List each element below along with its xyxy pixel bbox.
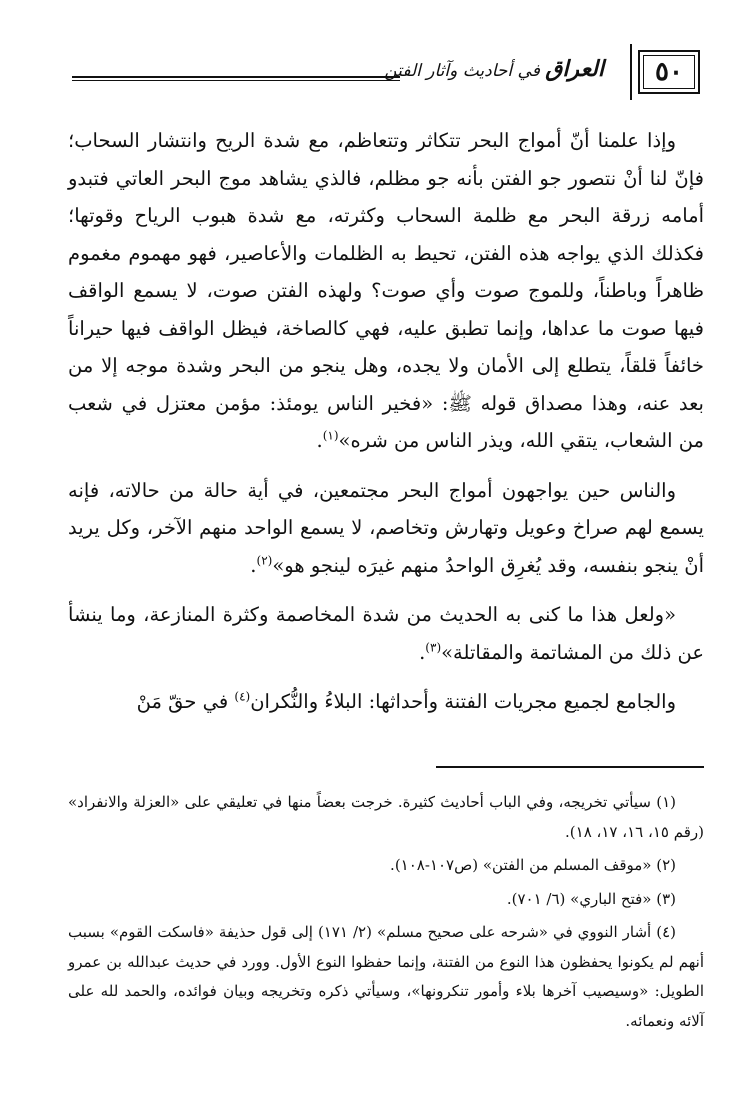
footnote-ref: (٤) [234, 689, 251, 704]
paragraph: والجامع لجميع مجريات الفتنة وأحداثها: البلاءُ والنُّكران$^{(٤)}$ في حقّ مَنْ [136, 689, 676, 713]
paragraph: «ولعل هذا ما كنى به الحديث من شدة المخاصمة وكثرة المنازعة، وما ينشأ عن ذلك من المشاتمة والمقاتلة»$^{(٣)}$. [68, 603, 704, 664]
footnote: (١) سيأتي تخريجه، وفي الباب أحاديث كثيرة. خرجت بعضاً منها في تعليقي على «العزلة والانفراد» (رقم ١٥، ١٦، ١٧، ١٨). [68, 793, 704, 841]
footnote-ref: (١) [322, 428, 339, 443]
footnote-ref: (٢) [256, 553, 273, 567]
main-text [68, 122, 704, 721]
header-rule-thin [72, 80, 400, 81]
footnotes [68, 788, 704, 1040]
header-rule [72, 76, 400, 78]
paragraph: والناس حين يواجهون أمواج البحر مجتمعين، في أية حالة من حالاته، فإنه يسمع لهم صراخ وعويل وتهارش وتخاصم، لا يسمع الواحد منهم الآخر، وكل يريد أنْ ينجو بنفسه، وقد يُغرِق الواحدُ منهم غيرَه لينجو هو»$^{(٢)}$. [68, 478, 704, 577]
running-title-main: العراق [545, 56, 604, 82]
footnote-separator [436, 766, 704, 768]
footnote-ref: (٣) [425, 640, 442, 654]
paragraph: وإذا علمنا أنّ أمواج البحر تتكاثر وتتعاظم، مع شدة الريح وانتشار السحاب؛ فإنّ لنا أنْ نتصور جو الفتن بأنه جو مظلم، فالذي يشاهد موج البحر العاتي فتبدو أمامه زرقة البحر مع ظلمة السحاب وكثرته، مع شدة هبوب الرياح وقوتها؛ فكذلك الذي يواجه هذه الفتن، تحيط به الظلمات والأعاصير، فهو مهموم مغموم ظاهراً وباطناً، وللموج صوت وأي صوت؟ ولهذه الفتن صوت، لا يسمع الواقف فيها صوت ما عداها، وإنما تطبق عليه، فهي كالصاخة، فيظل الواقف فيها حيراناً خائفاً قلقاً، يتطلع إلى الأمان ولا يجده، وهل ينجو من البحر وشدة موجه إلا من بعد عنه، وهذا مصداق قوله ﷺ: «فخير الناس يومئذ: مؤمن معتزل في شعب من الشعاب، يتقي الله، ويذر الناس من شره»$^{(١)}$. [68, 129, 704, 452]
footnote: (٣) «فتح الباري» (٦/ ٧٠١). [506, 889, 676, 908]
footnote: (٤) أشار النووي في «شرحه على صحيح مسلم» (٢/ ١٧١) إلى قول حذيفة «فاسكت القوم» بسبب أنهم لم يكونوا يحفظون هذا النوع من الفتنة، وإنما حفظوا النوع الأول. وورد في حديث عبدالله بن عمرو الطويل: «وسيصيب آخرها بلاء وأمور تنكرونها»، وسيأتي ذكره وتخريجه وبيان فوائده، والحمد لله على آلائه ونعمائه. [68, 923, 704, 1030]
footnote: (٢) «موقف المسلم من الفتن» (ص١٠٧-١٠٨). [390, 856, 676, 874]
page-header [72, 50, 700, 98]
page-number: ٥٠ [638, 50, 700, 94]
running-title-rest: في أحاديث وآثار الفتن [384, 61, 540, 81]
running-title [384, 56, 604, 82]
